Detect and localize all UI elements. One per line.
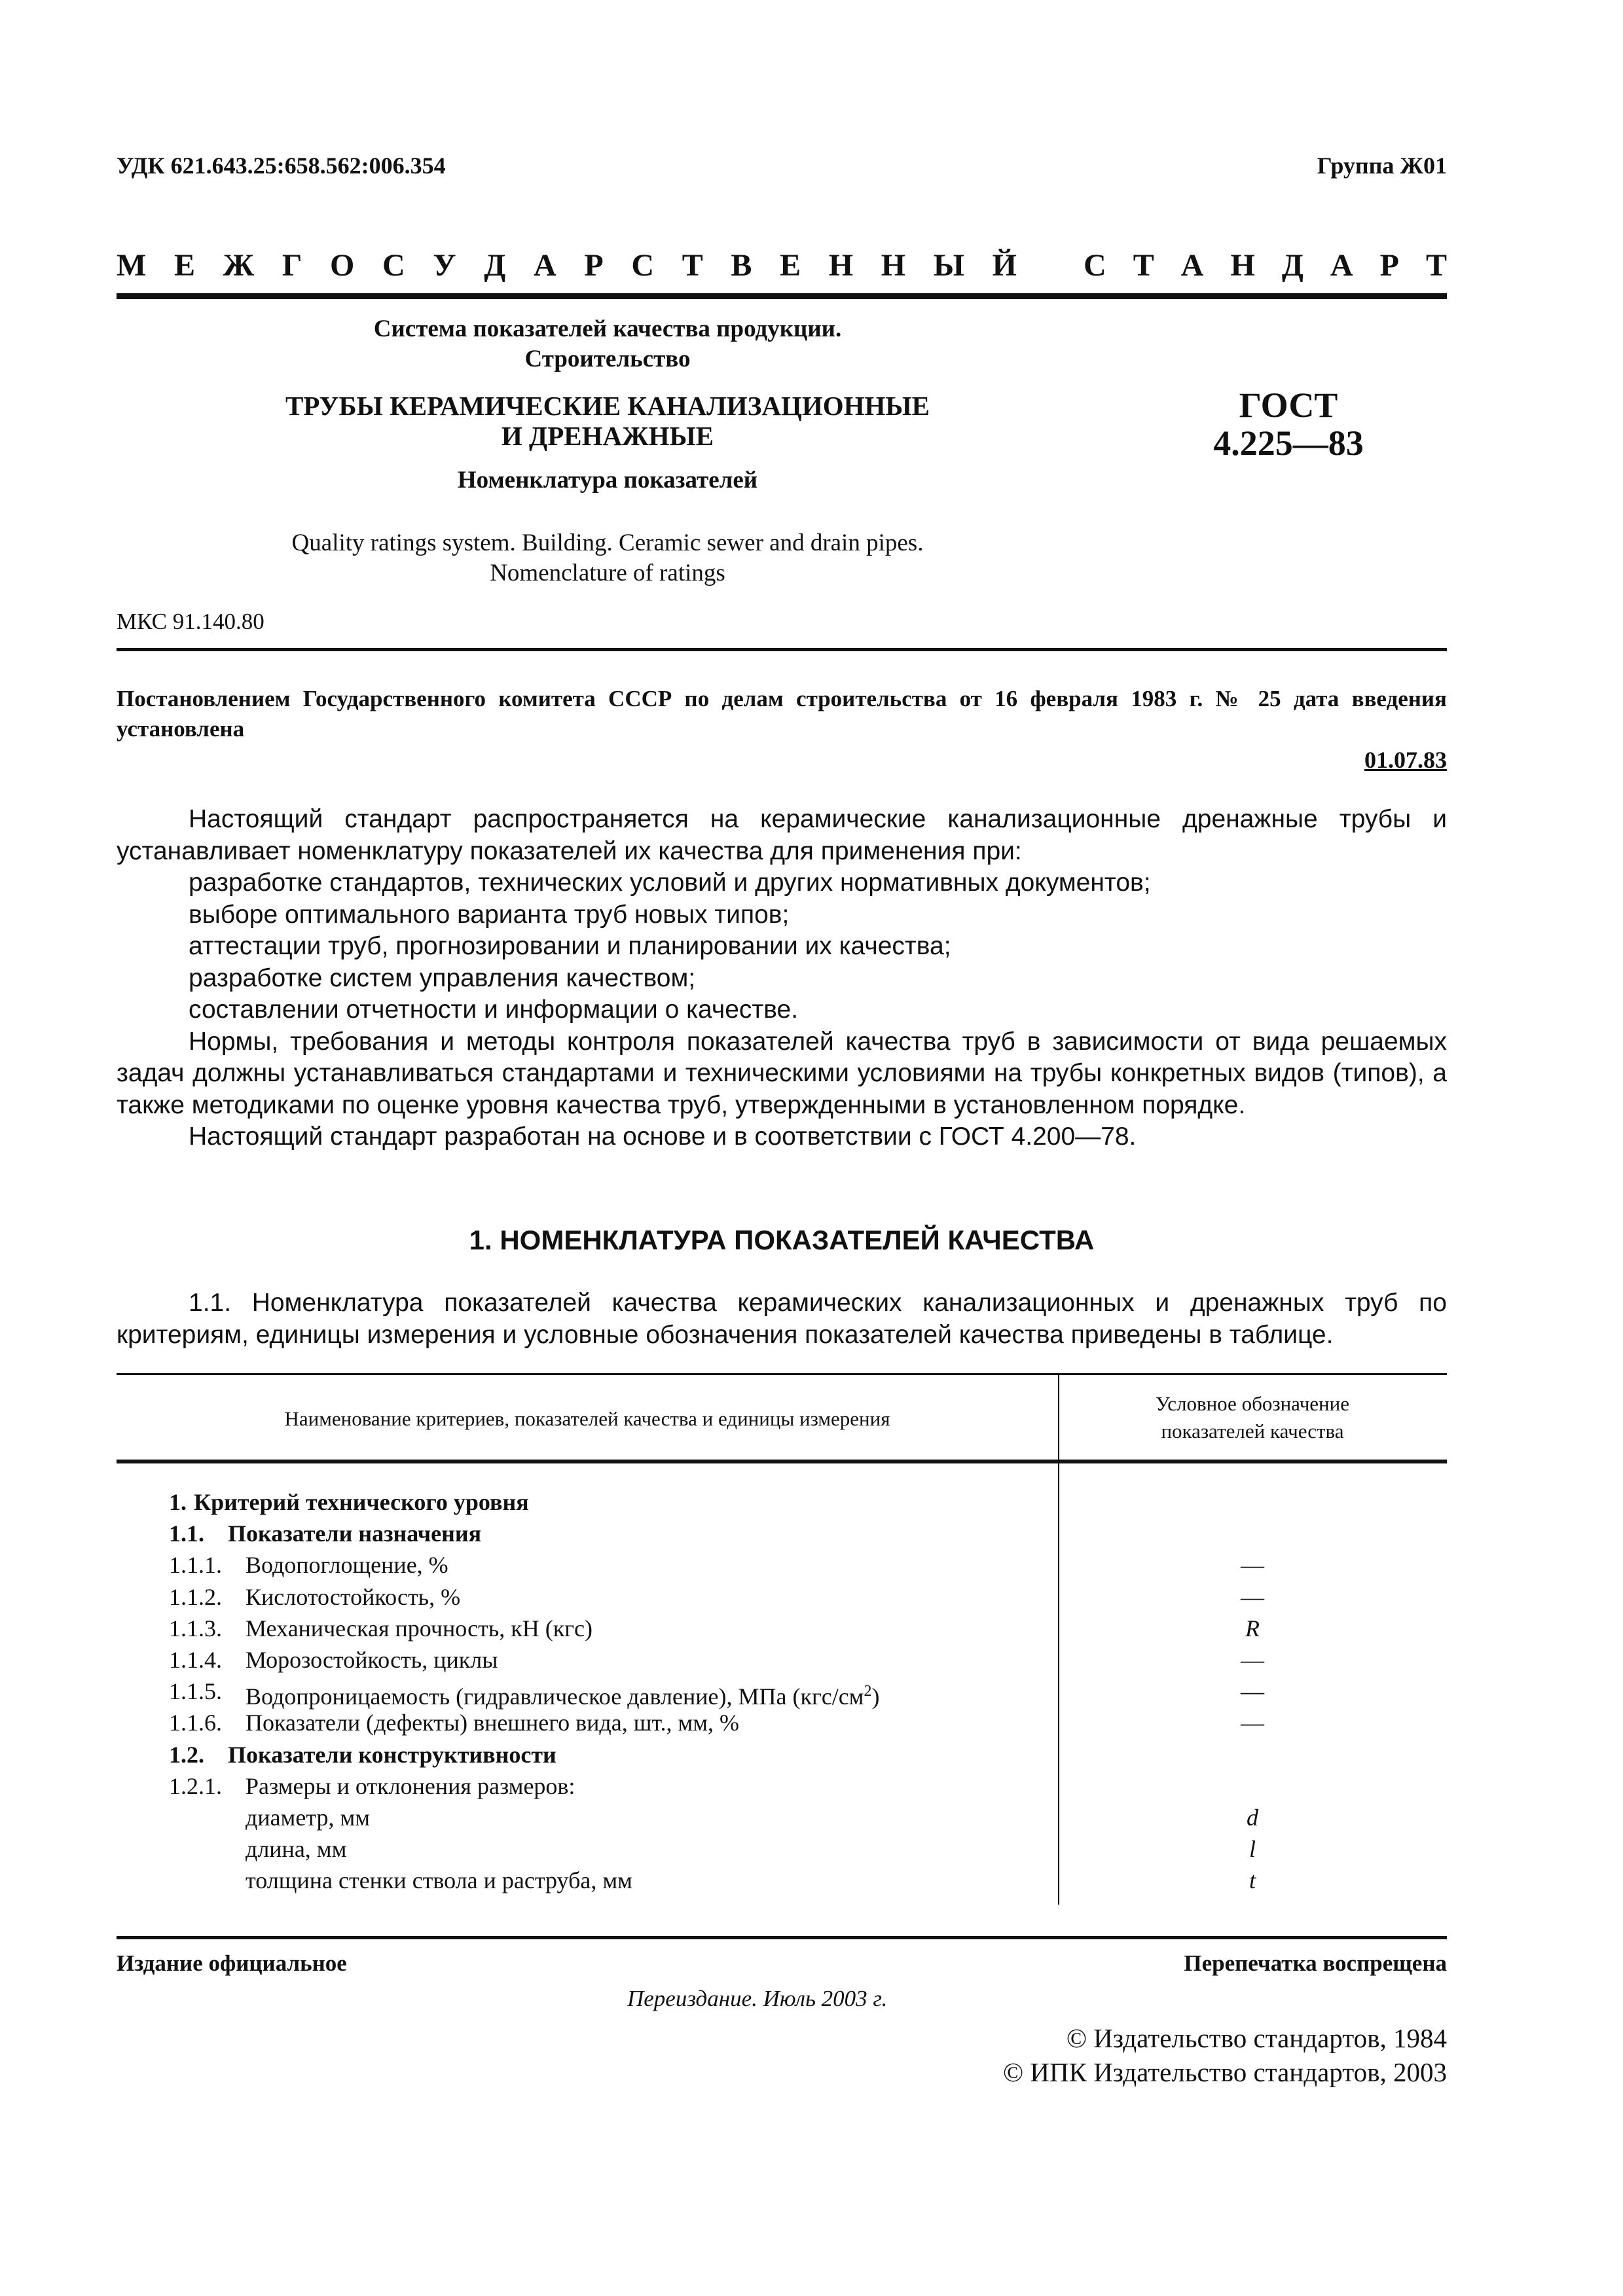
banner-letter: А — [1180, 248, 1204, 283]
banner-letter: Д — [1281, 248, 1304, 283]
table-row-symbol: t — [1249, 1867, 1256, 1894]
table-top-rule — [117, 1373, 1447, 1375]
table-row-label-text: Водопроницаемость (гидравлическое давление), МПа (кгс/см — [246, 1683, 864, 1710]
table-row-label-text: Показатели конструктивности — [228, 1741, 556, 1768]
list-item: составлении отчетности и информации о качестве. — [189, 996, 799, 1024]
banner-letter: С — [631, 248, 655, 283]
table-row-label-text: длина, мм — [246, 1836, 347, 1863]
table-row — [117, 1644, 1447, 1676]
table-row-label-text: Показатели (дефекты) внешнего вида, шт., мм, % — [246, 1710, 740, 1736]
main-title-line1: ТРУБЫ КЕРАМИЧЕСКИЕ КАНАЛИЗАЦИОННЫЕ — [285, 391, 930, 421]
paragraph-basis: Настоящий стандарт разработан на основе и в соответствии с ГОСТ 4.200—78. — [189, 1122, 1137, 1151]
banner-letter: Р — [584, 248, 604, 283]
table-header-symbol-line1: Условное обозначение — [1156, 1392, 1349, 1415]
banner-letter: В — [731, 248, 752, 283]
table-row-label-text: Механическая прочность, кН (кгс) — [246, 1615, 593, 1641]
group-code: Группа Ж01 — [1317, 152, 1447, 179]
table-row-label — [246, 1613, 593, 1644]
table-row-label-end: ) — [871, 1683, 880, 1710]
decree-text: Постановлением Государственного комитета СССР по делам строительства от 16 февраля 1983 г. № 25 дата введения установлена — [117, 686, 1447, 742]
table-row-symbol: R — [1245, 1615, 1260, 1641]
banner-letter: Д — [484, 248, 506, 283]
reprint-prohibited-label: Перепечатка воспрещена — [1184, 1950, 1447, 1976]
list-item: выборе оптимального варианта труб новых типов; — [189, 900, 790, 929]
table-row — [117, 1802, 1447, 1833]
table-row-symbol: — — [1241, 1678, 1264, 1705]
banner-letter: Т — [1133, 248, 1154, 283]
banner-letter: С — [382, 248, 405, 283]
table-header-symbol-line2: показателей качества — [1161, 1420, 1344, 1443]
subtitle: Номенклатура показателей — [457, 467, 758, 493]
table-row-label-text: Кислотостойкость, % — [246, 1583, 461, 1610]
table-row-label — [246, 1707, 739, 1738]
banner-letter: А — [1330, 248, 1353, 283]
banner-word-standard — [1084, 247, 1447, 283]
section-title: 1. НОМЕНКЛАТУРА ПОКАЗАТЕЛЕЙ КАЧЕСТВА — [469, 1225, 1095, 1255]
table-row — [117, 1739, 1447, 1770]
banner-letter: С — [1084, 248, 1106, 283]
footer-rule — [117, 1936, 1447, 1939]
table-row — [117, 1613, 1447, 1644]
table-row-label — [246, 1802, 370, 1833]
banner-letter: Е — [780, 248, 801, 283]
banner-letter: Н — [1230, 248, 1255, 283]
banner-letter: А — [534, 248, 556, 283]
table-row-label — [246, 1549, 448, 1581]
table-row-number: 1.1.4. — [169, 1647, 222, 1673]
table-row-number: 1.1.6. — [169, 1710, 222, 1736]
table-row-number: 1.1.2. — [169, 1583, 222, 1610]
banner-letter: Р — [1379, 248, 1399, 283]
paragraph-scope: Настоящий стандарт распространяется на керамические канализационные дренажные трубы и устанавливает номенклатуру показателей их качества для применения при: — [117, 805, 1447, 865]
banner-word-interstate — [117, 247, 1017, 283]
list-item: аттестации труб, прогнозировании и планировании их качества; — [189, 932, 951, 960]
table-row — [117, 1518, 1447, 1549]
document-page — [117, 0, 1447, 2296]
table-row-number: 1.1. — [169, 1520, 204, 1547]
table-header-rule — [117, 1460, 1447, 1463]
banner-letter: Ы — [933, 248, 964, 283]
list-item: разработке стандартов, технических условий и других нормативных документов; — [189, 869, 1151, 897]
copyright-2003: © ИПК Издательство стандартов, 2003 — [1002, 2057, 1447, 2087]
table-row-number: 1.1.5. — [169, 1678, 222, 1705]
table-row — [117, 1676, 1447, 1710]
table-row-label — [228, 1518, 481, 1549]
banner-letter: О — [330, 248, 355, 283]
table-row-label — [228, 1739, 556, 1770]
banner-letter: Н — [828, 248, 854, 283]
table-row-number: 1.1.3. — [169, 1615, 222, 1641]
system-title-line2: Строительство — [524, 346, 691, 372]
section-text: 1.1. Номенклатура показателей качества керамических канализационных и дренажных труб по критериям, единицы измерения и условные обозначения показателей качества приведены в таблице. — [117, 1289, 1447, 1349]
table-row-label — [246, 1644, 498, 1676]
banner-letter: Т — [682, 248, 703, 283]
official-edition-label: Издание официальное — [117, 1950, 347, 1976]
system-title-line1: Система показателей качества продукции. — [373, 315, 842, 342]
table-row-symbol: — — [1241, 1647, 1264, 1673]
table-row-number: 1.2.1. — [169, 1772, 222, 1799]
paragraph-norms: Нормы, требования и методы контроля показателей качества труб в зависимости от вида решаемых задач должны устанавливаться стандартами и техническими условиями на трубы конкретных видов (типов), а также методиками по оценке уровня качества труб, утвержденными в установленном порядке. — [117, 1027, 1447, 1119]
english-title-line2: Nomenclature of ratings — [490, 560, 725, 586]
reissue-note: Переиздание. Июль 2003 г. — [627, 1986, 888, 2011]
table-row-label-text: Показатели назначения — [228, 1520, 482, 1547]
mks-code: МКС 91.140.80 — [117, 609, 264, 634]
title-rule — [117, 648, 1447, 651]
table-row-number: 1. — [169, 1489, 187, 1515]
table-row-label-text: толщина стенки ствола и раструба, мм — [246, 1867, 632, 1894]
banner-letter: М — [117, 248, 147, 283]
gost-code-line1: ГОСТ — [1239, 386, 1338, 425]
introduction-date: 01.07.83 — [1364, 747, 1447, 773]
main-title — [117, 391, 1099, 451]
table-row-label — [246, 1770, 575, 1802]
table-row — [117, 1486, 1447, 1518]
body-text — [117, 804, 1447, 1153]
standard-banner — [117, 247, 1447, 283]
table-row-label — [194, 1486, 529, 1518]
banner-letter: У — [433, 248, 456, 283]
banner-letter: Ж — [223, 248, 255, 283]
table-row-label — [246, 1833, 346, 1865]
table-header-symbol — [1058, 1390, 1447, 1445]
table-row-symbol: l — [1249, 1836, 1256, 1863]
english-title-line1: Quality ratings system. Building. Ceramic sewer and drain pipes. — [291, 529, 924, 556]
table-row — [117, 1865, 1447, 1896]
table-row-label — [246, 1581, 460, 1613]
table-row-label-text: Морозостойкость, циклы — [246, 1647, 498, 1673]
table-row-symbol: — — [1241, 1583, 1264, 1610]
table-row-label-text: Критерий технического уровня — [194, 1489, 529, 1515]
gost-code — [1190, 386, 1387, 462]
table-row-symbol: d — [1247, 1804, 1258, 1831]
table-row-label-text: Размеры и отклонения размеров: — [246, 1772, 575, 1799]
table-row — [117, 1833, 1447, 1865]
table-row-number: 1.1.1. — [169, 1552, 222, 1579]
table-row — [117, 1581, 1447, 1613]
banner-letter: Й — [992, 248, 1017, 283]
banner-letter: Е — [173, 248, 195, 283]
table-row-symbol: — — [1241, 1710, 1264, 1736]
banner-rule — [117, 293, 1447, 299]
list-item: разработке систем управления качеством; — [189, 963, 696, 992]
table-row-number: 1.2. — [169, 1741, 204, 1768]
main-title-line2: И ДРЕНАЖНЫЕ — [501, 421, 714, 451]
udk-code: УДК 621.643.25:658.562:006.354 — [117, 152, 446, 179]
table-row-label-text: диаметр, мм — [246, 1804, 371, 1831]
table-row — [117, 1549, 1447, 1581]
table-row — [117, 1770, 1447, 1802]
superscript: 2 — [864, 1683, 872, 1700]
table-row-label-text: Водопоглощение, % — [246, 1552, 448, 1579]
english-title — [117, 528, 1099, 588]
system-title — [117, 314, 1099, 374]
table-row — [117, 1707, 1447, 1738]
table-header-name: Наименование критериев, показателей качества и единицы измерения — [284, 1407, 890, 1430]
banner-letter: Г — [282, 248, 302, 283]
table-row-symbol: — — [1241, 1552, 1264, 1579]
gost-code-line2: 4.225—83 — [1213, 423, 1364, 463]
table-row-label — [246, 1865, 632, 1896]
banner-letter: Н — [881, 248, 906, 283]
banner-letter: Т — [1425, 248, 1447, 283]
copyright-1984: © Издательство стандартов, 1984 — [1066, 2023, 1447, 2053]
